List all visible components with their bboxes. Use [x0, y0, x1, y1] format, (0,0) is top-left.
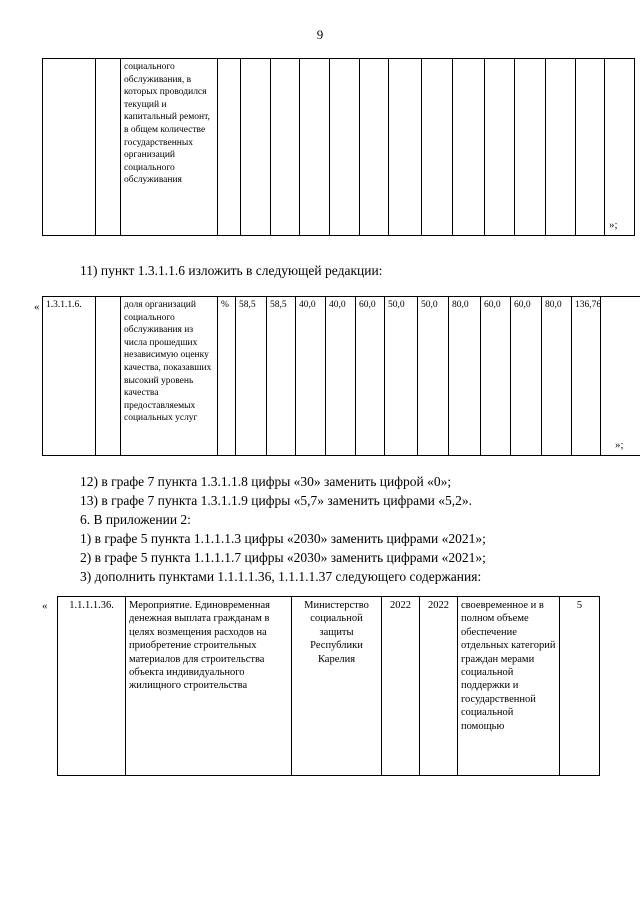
- value: 80,0: [449, 297, 481, 456]
- paragraph-1: 1) в графе 5 пункта 1.1.1.1.3 цифры «2030» заменить цифрами «2021»;: [80, 531, 486, 546]
- value: 80,0: [542, 297, 572, 456]
- value: 60,0: [511, 297, 542, 456]
- start-year: 2022: [382, 597, 420, 776]
- expected-result: своевременное и в полном объеме обеспечение отдельных категорий граждан мерами социальной поддержки и государственной социальной помощью: [458, 597, 560, 776]
- paragraph-12: 12) в графе 7 пункта 1.3.1.1.8 цифры «30» заменить цифрой «0»;: [80, 474, 452, 489]
- value: 50,0: [418, 297, 449, 456]
- paragraph-11: 11) пункт 1.3.1.1.6 изложить в следующей редакции:: [80, 263, 383, 278]
- value: 136,76: [572, 297, 601, 456]
- open-quote-2: «: [34, 301, 40, 313]
- end-year: 2022: [420, 597, 458, 776]
- indicator-link: 5: [560, 597, 600, 776]
- cell-blank: [96, 59, 121, 236]
- executor: Министерство социальной защиты Республики Карелия: [292, 597, 382, 776]
- cell-number: [43, 59, 96, 236]
- indicator-table-continuation: [42, 58, 635, 236]
- cell-blank: [96, 297, 121, 456]
- section-6-heading: 6. В приложении 2:: [80, 512, 191, 527]
- indicator-description: социального обслуживания, в которых проводился текущий и капитальный ремонт, в общем количестве государственных организаций социального обслуживания: [121, 59, 218, 236]
- closing-quote-1: »;: [609, 219, 618, 231]
- value: 60,0: [356, 297, 385, 456]
- paragraph-2: 2) в графе 5 пункта 1.1.1.1.7 цифры «2030» заменить цифрами «2021»;: [80, 550, 486, 565]
- value: 58,5: [267, 297, 296, 456]
- closing-quote-2: »;: [615, 439, 624, 451]
- item-number: 1.3.1.1.6.: [43, 297, 96, 456]
- paragraph-13: 13) в графе 7 пункта 1.3.1.1.9 цифры «5,7» заменить цифрами «5,2».: [80, 493, 472, 508]
- indicator-table-1-3-1-1-6: [42, 296, 640, 456]
- value: 40,0: [326, 297, 356, 456]
- value: 40,0: [296, 297, 326, 456]
- cell-blank: [601, 297, 640, 456]
- measures-table-1-1-1-1-36: [57, 596, 600, 776]
- open-quote-3: «: [42, 600, 48, 612]
- paragraph-3: 3) дополнить пунктами 1.1.1.1.36, 1.1.1.1.37 следующего содержания:: [80, 569, 482, 584]
- unit: %: [218, 297, 236, 456]
- value: 50,0: [385, 297, 418, 456]
- item-number: 1.1.1.1.36.: [58, 597, 126, 776]
- event-description: Мероприятие. Единовременная денежная выплата гражданам в целях возмещения расходов на приобретение строительных материалов для строительства объекта индивидуального жилищного строительства: [126, 597, 292, 776]
- indicator-description: доля организаций социального обслуживания из числа прошедших независимую оценку качества, показавших высокий уровень качества предоставляемых социальных услуг: [121, 297, 218, 456]
- value: 60,0: [481, 297, 511, 456]
- page-number: 9: [316, 27, 324, 42]
- value: 58,5: [236, 297, 267, 456]
